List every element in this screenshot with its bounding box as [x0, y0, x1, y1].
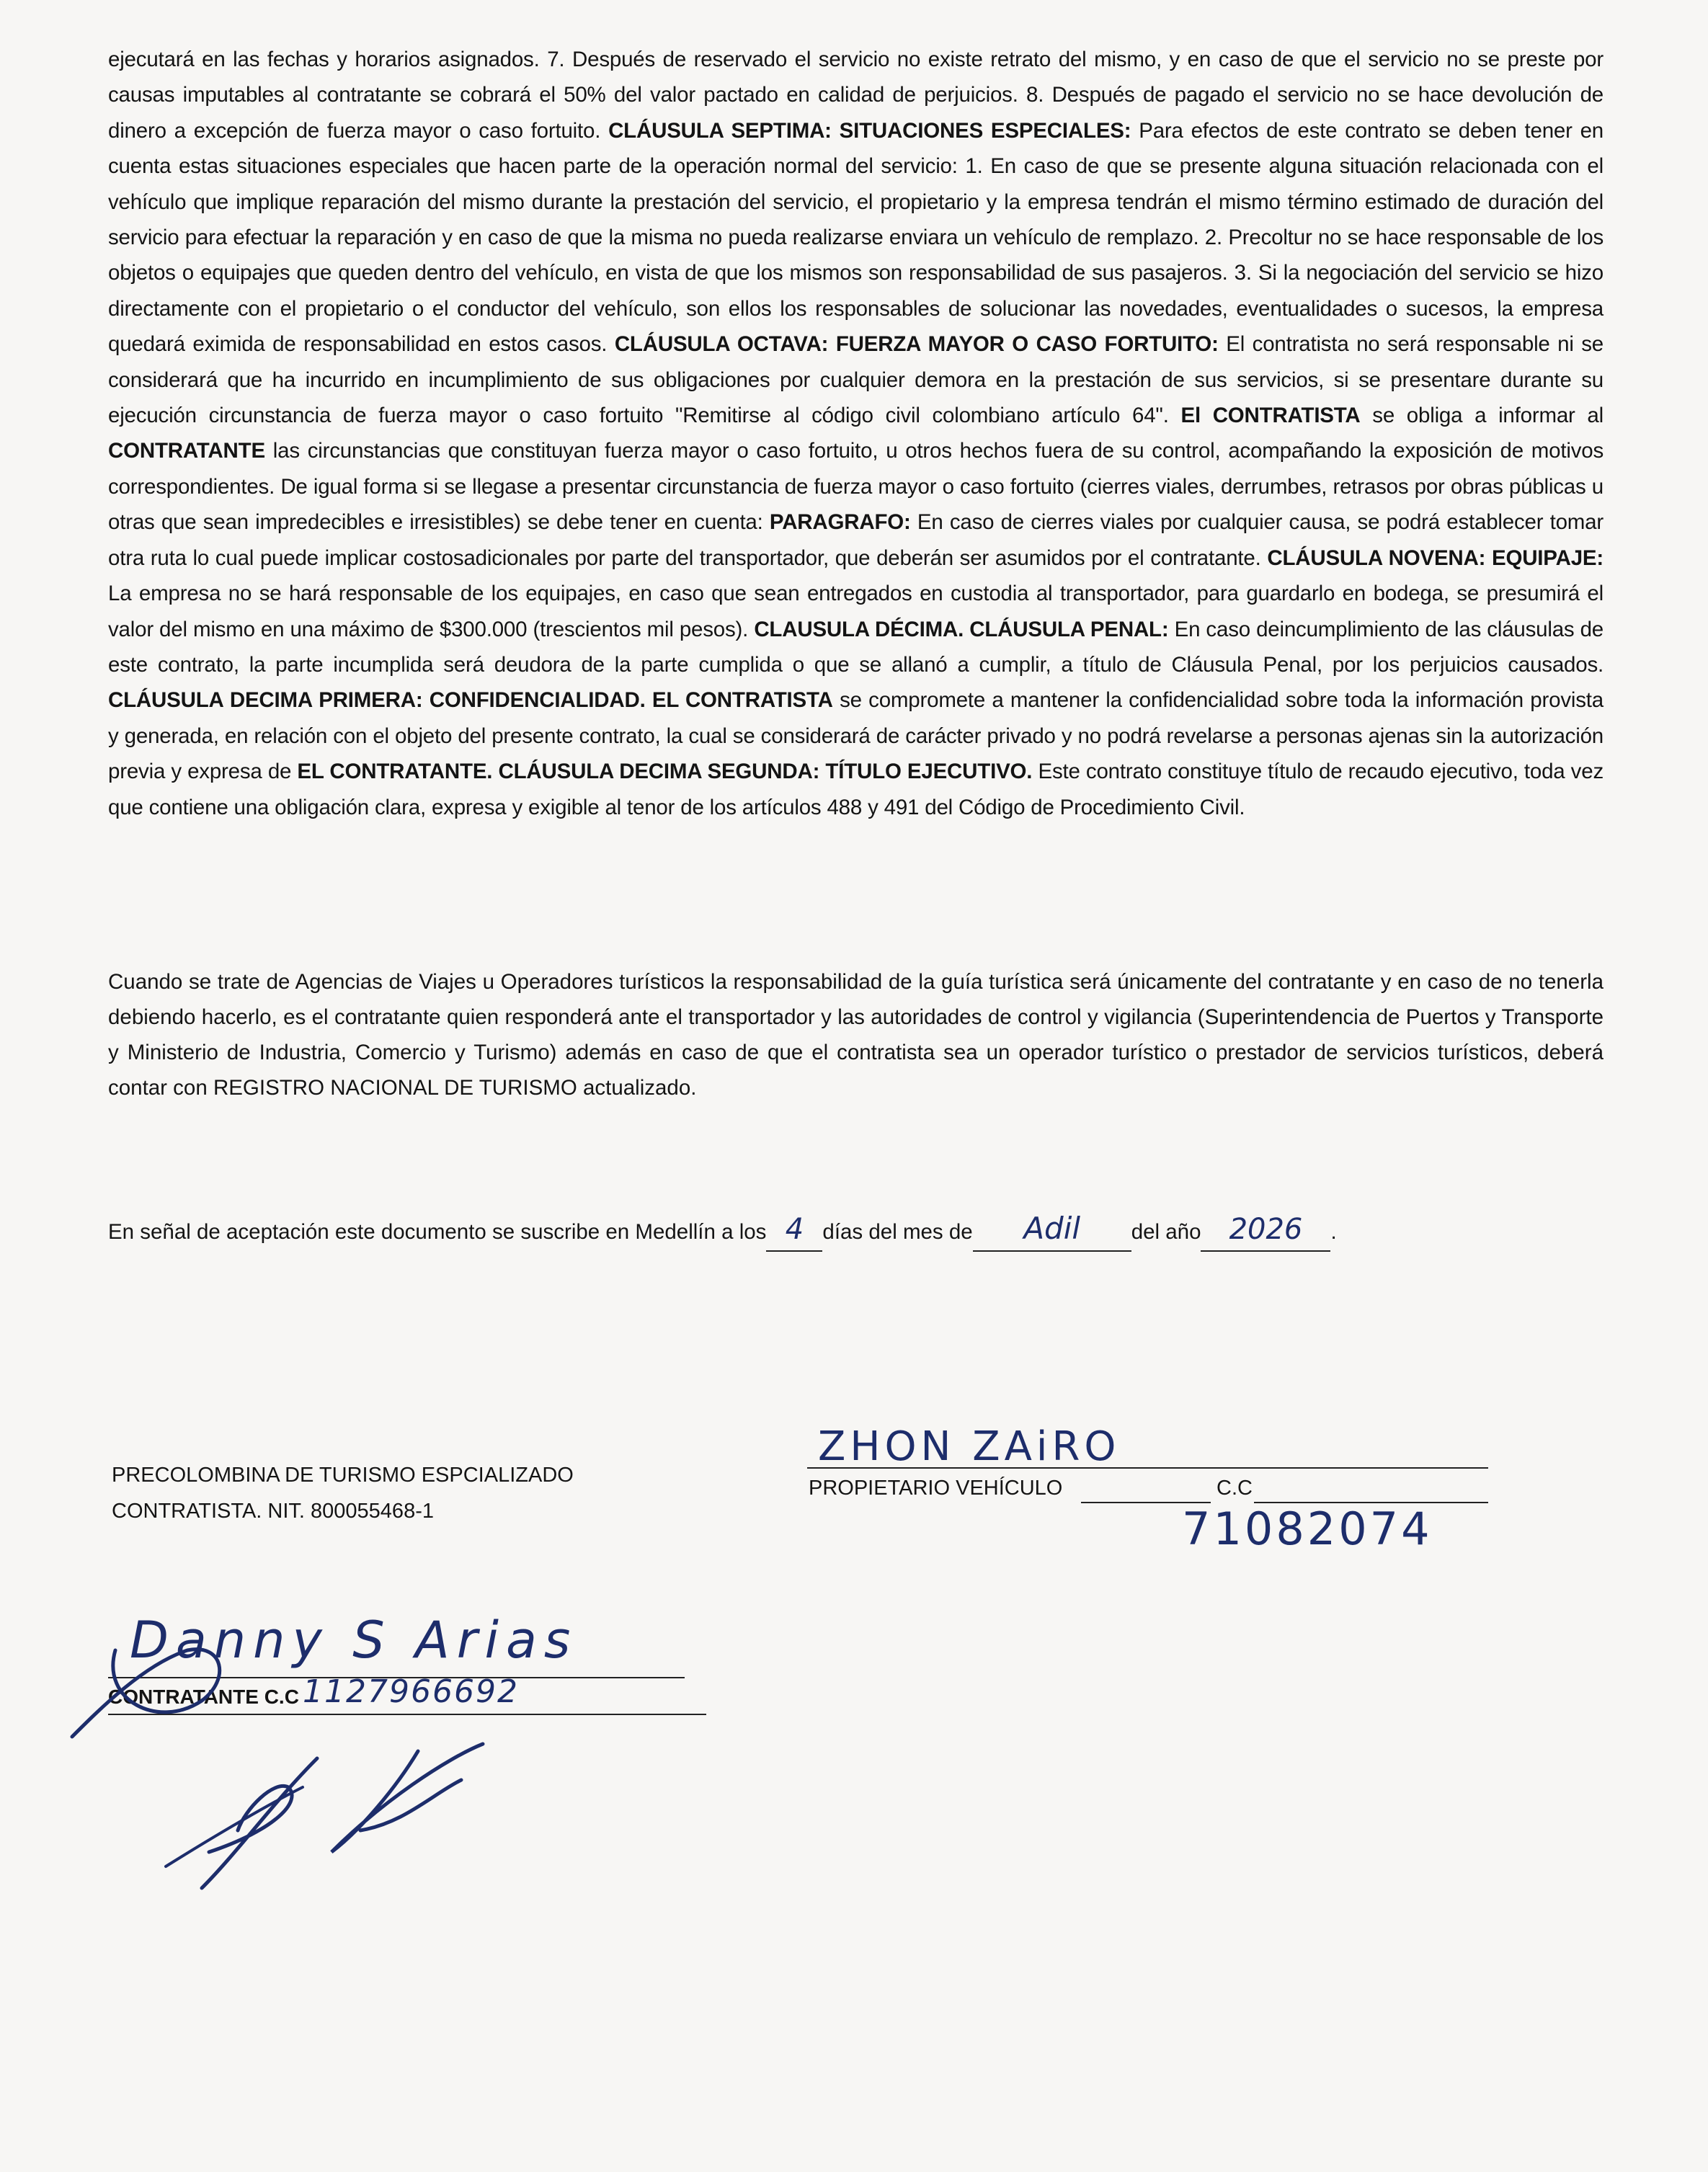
clause-text: El contratista no será responsable ni se considerará que ha incurrido en incumplimiento de sus obligaciones por cualquier demora en la prestación de sus servicios, si se presentare durante su ejecución circunstancia de fuerza mayor o caso fortuito "Remitirse al código civil colombiano artículo 64". [108, 332, 1604, 428]
month-value: Adil [1023, 1211, 1081, 1246]
acceptance-line [108, 1211, 1622, 1252]
acceptance-mid2: del año [1131, 1220, 1201, 1244]
acceptance-end: . [1330, 1220, 1337, 1244]
owner-signature-line [807, 1467, 1488, 1469]
clause-heading: CONTRATANTE [108, 439, 265, 463]
clause-heading: CLÁUSULA SEPTIMA: SITUACIONES ESPECIALES: [608, 118, 1131, 143]
clause-text: se obliga a informar al [1360, 404, 1604, 428]
clause-heading: CLÁUSULA NOVENA: EQUIPAJE: [1267, 546, 1604, 570]
month-field[interactable] [973, 1211, 1131, 1252]
client-cc-handwritten: 1127966692 [303, 1673, 519, 1710]
clause-text: En caso de cierres viales por cualquier causa, se podrá establecer tomar otra ruta lo cual puede implicar costosadicionales por parte del transportador, que deberán ser asumidos por el contratante. [108, 510, 1604, 570]
day-value: 4 [785, 1213, 804, 1246]
acceptance-prefix: En señal de aceptación este documento se suscribe en Medellín a los [108, 1220, 767, 1244]
acceptance-mid1: días del mes de [822, 1220, 973, 1244]
clause-text: se compromete a mantener la confidencialidad sobre toda la información provista y generada, en relación con el objeto del presente contrato, la cual se considerará de carácter privado y no podrá revelarse a personas ajenas sin la autorización previa y expresa de [108, 688, 1604, 784]
clause-text: ejecutará en las fechas y horarios asignados. 7. Después de reservado el servicio no existe retrato del mismo, y en caso de que el servicio no se preste por causas imputables al contratante se cobrará el 50% del valor pactado en calidad de perjuicios. 8. Después de pagado el servicio no se hace devolución de dinero a excepción de fuerza mayor o caso fortuito. [108, 48, 1604, 143]
year-value: 2026 [1229, 1213, 1303, 1246]
day-field[interactable] [766, 1211, 822, 1252]
clause-text: las circunstancias que constituyan fuerza mayor o caso fortuito, u otros hechos fuera de su control, acompañando la exposición de motivos correspondientes. De igual forma si se llegase a presentar circunstancia de fuerza mayor o caso fortuito (cierres viales, derrumbes, retrasos por obras públicas u otras que sean impredecibles e irresistibles) se debe tener en cuenta: [108, 439, 1604, 535]
clause-text: Este contrato constituye título de recaudo ejecutivo, toda vez que contiene una obligación clara, expresa y exigible al tenor de los artículos 488 y 491 del Código de Procedimiento Civil. [108, 760, 1604, 819]
clause-heading: CLAUSULA DÉCIMA. CLÁUSULA PENAL: [754, 617, 1169, 641]
year-field[interactable] [1201, 1211, 1330, 1252]
clause-text: La empresa no se hará responsable de los equipajes, en caso que sean entregados en custodia al transportador, para guardarlo en bodega, se presumirá el valor del mismo en una máximo de $300.000 (trescientos mil pesos). [108, 582, 1604, 641]
clause-heading: PARAGRAFO: [769, 510, 911, 535]
owner-handwritten-name: ZHON ZAiRO [818, 1423, 1121, 1470]
clause-heading: CLÁUSULA OCTAVA: FUERZA MAYOR O CASO FORTUITO: [614, 332, 1219, 357]
clause-heading: El CONTRATISTA [1180, 404, 1361, 428]
tourism-agencies-paragraph: Cuando se trate de Agencias de Viajes u Operadores turísticos la responsabilidad de la guía turística será únicamente del contratante y en caso de no tenerla debiendo hacerlo, es el contratante quien responderá ante el transportador y las autoridades de control y vigilancia (Superintendencia de Puertos y Transporte y Ministerio de Industria, Comercio y Turismo) además en caso de que el contratista sea un operador turístico o prestador de servicios turísticos, deberá contar con REGISTRO NACIONAL DE TURISMO actualizado. [108, 970, 1604, 1100]
owner-label: PROPIETARIO VEHÍCULO [809, 1477, 1063, 1500]
owner-cc-handwritten: 71082074 [1182, 1503, 1433, 1555]
client-handwritten-name: Danny S Arias [130, 1611, 578, 1670]
clause-text: En caso deincumplimiento de las cláusulas de este contrato, la parte incumplida será deudora de la parte cumplida o que se allanó a cumplir, a título de Cláusula Penal, por los perjuicios causados. [108, 617, 1604, 677]
clause-heading: CLÁUSULA DECIMA PRIMERA: CONFIDENCIALIDAD. EL CONTRATISTA [108, 688, 833, 713]
contractor-nit: CONTRATISTA. NIT. 800055468-1 [112, 1500, 434, 1523]
clause-text: Para efectos de este contrato se deben tener en cuenta estas situaciones especiales que hacen parte de la operación normal del servicio: 1. En caso de que se presente alguna situación relacionada con el vehículo que implique reparación del mismo durante la prestación del servicio, el propietario y la empresa tendrán el mismo término estimado de duración del servicio para efectuar la reparación y en caso de que la misma no pueda realizarse enviara un vehículo de remplazo. 2. Precoltur no se hace responsable de los objetos o equipajes que queden dentro del vehículo, en vista de que los mismos son responsabilidad de sus pasajeros. 3. Si la negociación del servicio se hizo directamente con el propietario o el conductor del vehículo, son ellos los responsables de solucionar las novedades, eventualidades o sucesos, la empresa quedará eximida de responsabilidad en estos casos. [108, 118, 1604, 357]
clause-heading: EL CONTRATANTE. CLÁUSULA DECIMA SEGUNDA: TÍTULO EJECUTIVO. [297, 760, 1033, 784]
client-label: CONTRATANTE C.C [108, 1686, 299, 1708]
client-signature-icon [58, 1614, 562, 1917]
owner-cc-label: C.C [1216, 1477, 1253, 1500]
contractor-name: PRECOLOMBINA DE TURISMO ESPCIALIZADO [112, 1464, 574, 1487]
contract-clauses [108, 42, 1604, 825]
